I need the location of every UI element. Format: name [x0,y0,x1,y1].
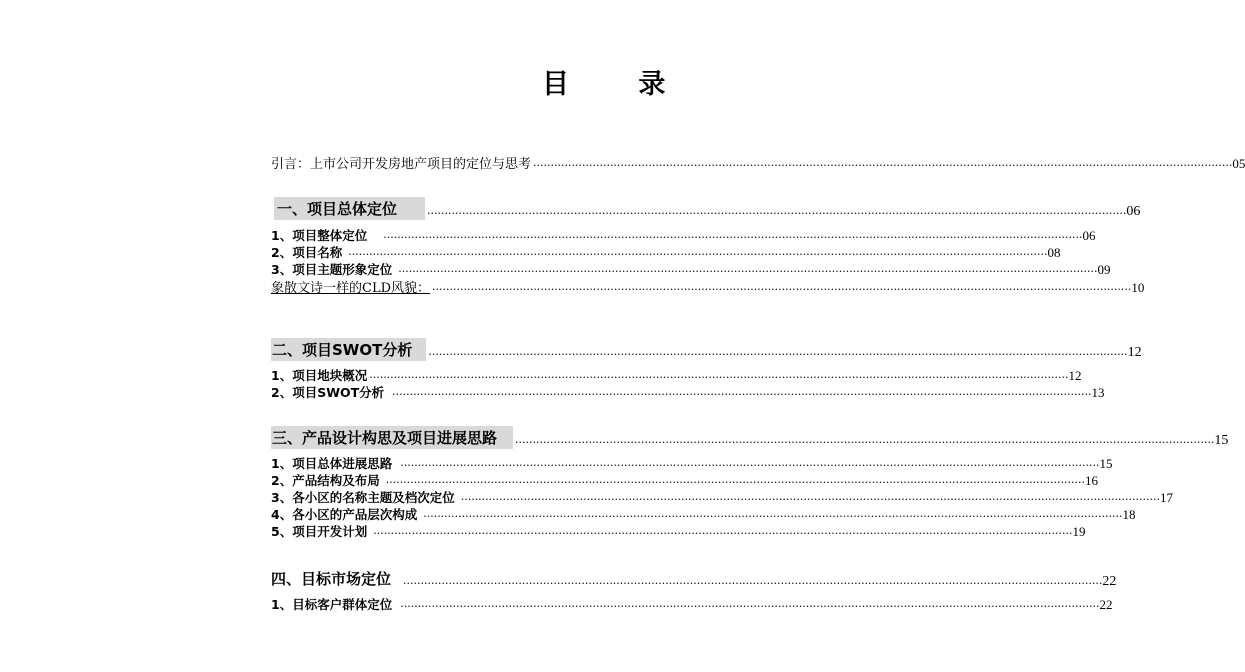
toc-entry-1-4[interactable] [271,277,1145,296]
dot-leader: ········································································································································································································ [400,600,1100,613]
toc-page-number: 22 [1102,574,1117,589]
dot-leader: ········································································································································································································ [398,265,1098,278]
toc-page-number: 09 [1097,262,1111,277]
toc-entry-1-3[interactable] [271,260,1111,278]
dot-leader: ········································································································································································································ [515,436,1215,449]
dot-leader: ········································································································································································································ [348,248,1048,261]
toc-section-label: 四、目标市场定位 [271,570,392,588]
toc-entry-label: 5、项目开发计划 [271,524,368,539]
dot-leader: ········································································································································································································ [383,231,1083,244]
toc-entry-label: 1、项目地块概况 [271,368,368,383]
toc-page-number: 06 [1082,228,1096,243]
toc-page-number: 15 [1214,433,1229,448]
toc-page-number: 19 [1072,524,1086,539]
toc-page-number: 08 [1047,245,1061,260]
dot-leader: ········································································································································································································ [385,476,1086,489]
toc-entry-label: 1、目标客户群体定位 [271,597,393,612]
toc-page-number: 13 [1091,385,1105,400]
dot-leader: ········································································································································································································ [403,577,1103,590]
dot-leader: ········································································································································································································ [460,493,1161,506]
toc-entry-2-2[interactable] [271,383,1105,401]
dot-leader: ········································································································································································································ [373,527,1073,540]
dot-leader: ········································································································································································································ [423,510,1123,523]
toc-page-number: 18 [1122,507,1136,522]
page-title: 目 录 [542,69,696,100]
toc-entry-label: 3、项目主题形象定位 [271,262,393,277]
toc-section-4[interactable] [271,567,1117,590]
toc-entry-3-2[interactable] [271,471,1099,489]
toc-page-number: 17 [1160,490,1174,505]
toc-entry-label: 2、产品结构及布局 [271,473,380,488]
toc-section-2[interactable] [271,338,1142,361]
toc-page-number: 10 [1131,280,1145,295]
toc-entry-3-5[interactable] [271,522,1086,540]
dot-leader: ········································································································································································································ [432,283,1132,296]
toc-entry-label: 1、项目总体进展思路 [271,456,393,471]
toc-page-number: 15 [1099,456,1113,471]
toc-entry-label: 4、各小区的产品层次构成 [271,507,418,522]
toc-page-number: 06 [1126,204,1141,219]
toc-entry-3-1[interactable] [271,454,1113,472]
toc-entry-label: 2、项目名称 [271,245,343,260]
toc-entry-2-1[interactable] [271,366,1082,384]
toc-section-3[interactable] [271,426,1229,449]
toc-section-1[interactable] [274,197,1141,220]
toc-entry-label: 2、项目SWOT分析 [271,385,385,400]
toc-section-label: 二、项目SWOT分析 [271,338,426,361]
dot-leader: ········································································································································································································ [392,388,1092,401]
toc-entry-intro[interactable] [271,153,1245,172]
dot-leader: ········································································································································································································ [428,348,1128,361]
toc-entry-1-2[interactable] [271,243,1061,261]
toc-page-number: 05 [1232,156,1245,171]
toc-entry-label: 象散文诗一样的CLD风貌： [271,281,431,296]
toc-page-number: 12 [1068,368,1082,383]
toc-entry-4-1[interactable] [271,595,1113,613]
dot-leader: ········································································································································································································ [533,159,1233,172]
toc-entry-3-4[interactable] [271,505,1136,523]
toc-section-label: 一、项目总体定位 [274,197,425,220]
toc-page-number: 22 [1099,597,1113,612]
toc-entry-label: 引言：上市公司开发房地产项目的定位与思考 [271,157,532,172]
toc-page-number: 12 [1127,345,1142,360]
toc-entry-3-3[interactable] [271,488,1174,506]
toc-page-number: 16 [1085,473,1099,488]
dot-leader: ········································································································································································································ [427,207,1127,220]
toc-entry-1-1[interactable] [271,226,1096,244]
dot-leader: ········································································································································································································ [400,459,1100,472]
toc-section-label: 三、产品设计构思及项目进展思路 [271,426,513,449]
dot-leader: ········································································································································································································ [369,371,1069,384]
toc-entry-label: 1、项目整体定位 [271,228,368,243]
toc-entry-label: 3、各小区的名称主题及档次定位 [271,490,455,505]
